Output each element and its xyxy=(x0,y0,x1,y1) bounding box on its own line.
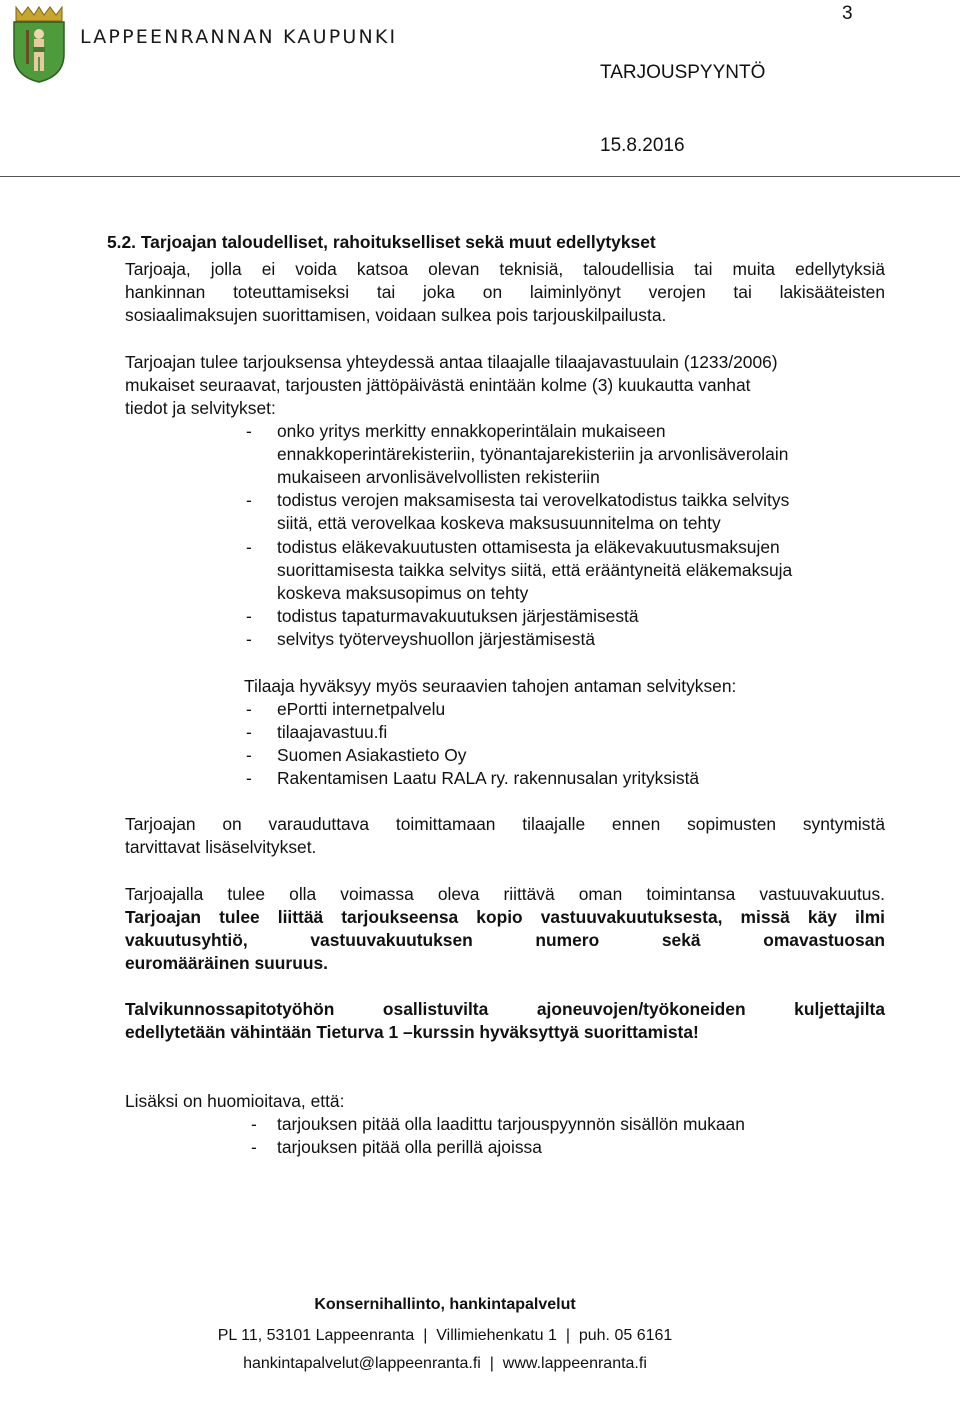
list-dash: - xyxy=(246,629,252,649)
list-item: todistus tapaturmavakuutuksen järjestämisestä xyxy=(277,606,639,626)
list-dash: - xyxy=(246,745,252,765)
footer-address: PL 11, 53101 Lappeenranta | Villimiehenkatu 1 | puh. 05 6161 xyxy=(217,1327,673,1344)
list-item: tarjouksen pitää olla perillä ajoissa xyxy=(277,1137,542,1157)
paragraph-line-bold: euromääräinen suuruus. xyxy=(125,953,328,973)
list-dash: - xyxy=(251,1137,257,1157)
document-date: 15.8.2016 xyxy=(600,135,685,156)
list-dash: - xyxy=(246,421,252,441)
section-heading: 5.2. Tarjoajan taloudelliset, rahoitukselliset sekä muut edellytykset xyxy=(107,232,656,252)
footer-department: Konsernihallinto, hankintapalvelut xyxy=(314,1296,576,1313)
list-item: koskeva maksusopimus on tehty xyxy=(277,583,529,603)
list-item: tarjouksen pitää olla laadittu tarjouspyynnön sisällön mukaan xyxy=(277,1114,745,1134)
paragraph-line: Tarjoajan on varauduttava toimittamaan tilaajalle ennen sopimusten syntymistä xyxy=(125,814,885,834)
list-dash: - xyxy=(246,537,252,557)
list-item: Suomen Asiakastieto Oy xyxy=(277,745,467,765)
list-item: onko yritys merkitty ennakkoperintälain mukaiseen xyxy=(277,421,666,441)
list-item: todistus verojen maksamisesta tai verovelkatodistus taikka selvitys xyxy=(277,490,790,510)
list-item: mukaiseen arvonlisävelvollisten rekisteriin xyxy=(277,467,600,487)
list-dash: - xyxy=(251,1114,257,1134)
list-dash: - xyxy=(246,699,252,719)
list-item: todistus eläkevakuutusten ottamisesta ja eläkevakuutusmaksujen xyxy=(277,537,780,557)
paragraph-line-bold: edellytetään vähintään Tieturva 1 –kurssin hyväksyttyä suorittamista! xyxy=(125,1022,699,1042)
paragraph-line: tiedot ja selvitykset: xyxy=(125,398,276,418)
paragraph-line: hankinnan toteuttamiseksi tai joka on laiminlyönyt verojen tai lakisääteisten xyxy=(125,282,885,302)
paragraph-line: Tarjoajan tulee tarjouksensa yhteydessä antaa tilaajalle tilaajavastuulain (1233/2006) xyxy=(125,352,778,372)
paragraph-line-bold: vakuutusyhtiö, vastuuvakuutuksen numero sekä omavastuosan xyxy=(125,930,885,950)
header-divider xyxy=(0,176,960,177)
paragraph-line: Tarjoaja, jolla ei voida katsoa olevan teknisiä, taloudellisia tai muita edellytyksiä xyxy=(125,259,885,279)
list-item: tilaajavastuu.fi xyxy=(277,722,388,742)
page-number: 3 xyxy=(842,3,853,24)
paragraph-line-bold: Tarjoajan tulee liittää tarjoukseensa kopio vastuuvakuutuksesta, missä käy ilmi xyxy=(125,907,885,927)
list-dash: - xyxy=(246,768,252,788)
paragraph-line: Tarjoajalla tulee olla voimassa oleva riittävä oman toimintansa vastuuvakuutus. xyxy=(125,884,885,904)
list-item: ennakkoperintärekisteriin, työnantajarekisteriin ja arvonlisäverolain xyxy=(277,444,789,464)
footer-contact: hankintapalvelut@lappeenranta.fi | www.lappeenranta.fi xyxy=(243,1355,647,1372)
list-item: ePortti internetpalvelu xyxy=(277,699,446,719)
list-item: Rakentamisen Laatu RALA ry. rakennusalan yrityksistä xyxy=(277,768,700,788)
list-item: suorittamisesta taikka selvitys siitä, että erääntyneitä eläkemaksuja xyxy=(277,560,793,580)
additional-intro: Lisäksi on huomioitava, että: xyxy=(125,1091,345,1111)
list-dash: - xyxy=(246,606,252,626)
document-type: TARJOUSPYYNTÖ xyxy=(600,62,766,83)
accepted-intro: Tilaaja hyväksyy myös seuraavien tahojen antaman selvityksen: xyxy=(244,676,737,696)
paragraph-line-bold: Talvikunnossapitotyöhön osallistuvilta ajoneuvojen/työkoneiden kuljettajilta xyxy=(125,999,885,1019)
organization-name: LAPPEENRANNAN KAUPUNKI xyxy=(80,26,398,48)
list-dash: - xyxy=(246,722,252,742)
city-coat-of-arms-icon xyxy=(8,4,70,84)
list-dash: - xyxy=(246,490,252,510)
paragraph-line: tarvittavat lisäselvitykset. xyxy=(125,837,317,857)
list-item: selvitys työterveyshuollon järjestämisestä xyxy=(277,629,595,649)
paragraph-line: sosiaalimaksujen suorittamisen, voidaan sulkea pois tarjouskilpailusta. xyxy=(125,305,667,325)
list-item: siitä, että verovelkaa koskeva maksusuunnitelma on tehty xyxy=(277,513,721,533)
paragraph-line: mukaiset seuraavat, tarjousten jättöpäivästä enintään kolme (3) kuukautta vanhat xyxy=(125,375,751,395)
